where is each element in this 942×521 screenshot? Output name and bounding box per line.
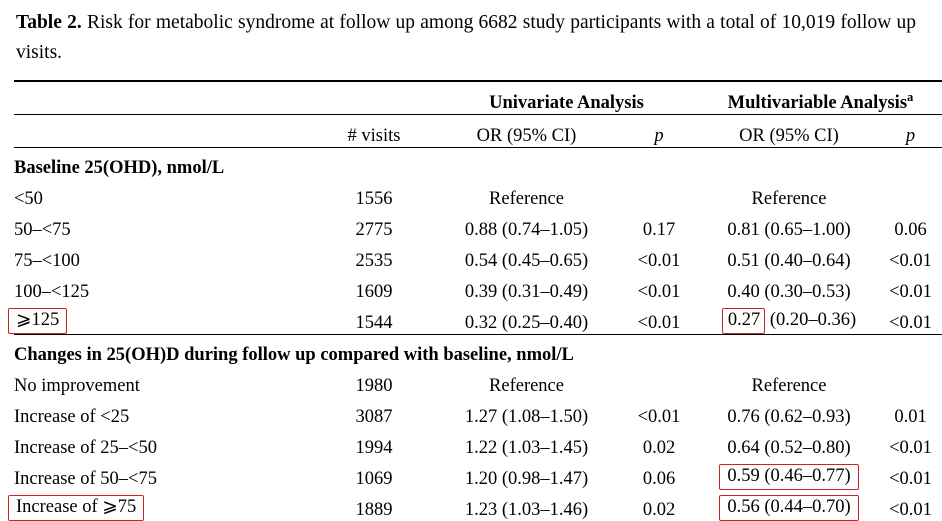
row-uni-or: Reference: [489, 189, 564, 210]
table-row: [14, 397, 942, 428]
row-multi-or: 0.40 (0.30–0.53): [727, 282, 851, 303]
column-header-uni-or: OR (95% CI): [434, 115, 619, 148]
group-header-spacer-2: [314, 81, 434, 115]
row-visits: 1069: [355, 469, 393, 490]
row-visits: 3087: [355, 407, 393, 428]
highlight-box-label: ⩾125: [8, 308, 67, 334]
row-multi-p: 0.01: [894, 407, 927, 428]
row-uni-or: 0.54 (0.45–0.65): [464, 251, 589, 272]
table-row: [14, 272, 942, 303]
column-header-row-label: [14, 115, 314, 148]
row-uni-p: 0.06: [642, 469, 676, 490]
section-title-changes: Changes in 25(OH)D during follow up compared with baseline, nmol/L: [14, 335, 942, 367]
row-multi-or: 0.64 (0.52–0.80): [727, 438, 851, 459]
row-uni-p: [619, 179, 699, 210]
row-multi-p: <0.01: [889, 282, 932, 303]
column-header-multi-or: OR (95% CI): [699, 115, 879, 148]
row-uni-p: 0.17: [642, 220, 676, 241]
row-label: Increase of 25–<50: [14, 438, 157, 459]
row-label: 75–<100: [14, 251, 80, 272]
row-visits: 1889: [355, 500, 393, 521]
table-row: [14, 428, 942, 459]
row-label-boxed: [14, 490, 314, 521]
row-uni-p: 0.02: [642, 438, 676, 459]
row-multi-p: <0.01: [889, 500, 932, 521]
group-header-multivariable: [699, 81, 942, 115]
row-uni-or: 1.27 (1.08–1.50): [464, 407, 589, 428]
row-multi-or-ci: (0.20–0.36): [765, 310, 857, 331]
row-uni-or: 0.39 (0.31–0.49): [464, 282, 589, 303]
row-visits: 1980: [355, 376, 393, 397]
column-header-visits: # visits: [314, 115, 434, 148]
row-uni-or: 0.32 (0.25–0.40): [464, 313, 589, 334]
row-uni-p: 0.02: [642, 500, 676, 521]
row-multi-or: 0.81 (0.65–1.00): [727, 220, 851, 241]
row-uni-p: <0.01: [637, 313, 681, 334]
row-label: 100–<125: [14, 282, 90, 303]
row-visits: 1556: [355, 189, 393, 210]
row-multi-or: 0.76 (0.62–0.93): [727, 407, 851, 428]
row-multi-or: Reference: [751, 189, 827, 210]
row-label-boxed: [14, 303, 314, 335]
group-header-multivariable-label: Multivariable Analysis: [727, 93, 908, 114]
group-header-spacer: [14, 81, 314, 115]
section-title-baseline: Baseline 25(OHD), nmol/L: [14, 148, 942, 180]
highlight-box-label: Increase of ⩾75: [8, 495, 144, 521]
row-multi-p: [879, 366, 942, 397]
row-uni-or: Reference: [489, 376, 564, 397]
column-header-multi-p: p: [879, 115, 942, 148]
table-caption-text: Risk for metabolic syndrome at follow up among 6682 study participants with a total of 10,019 follow up visits.: [16, 12, 916, 64]
table-row-highlighted: [14, 490, 942, 521]
highlight-box-estimate: 0.56 (0.44–0.70): [719, 495, 858, 521]
table-caption: [16, 8, 916, 68]
footnote-marker-a: a: [907, 90, 914, 105]
group-header-univariate: Univariate Analysis: [434, 81, 699, 115]
row-multi-or-boxed: [699, 490, 879, 521]
results-table: [14, 80, 942, 521]
row-uni-or: 0.88 (0.74–1.05): [464, 220, 589, 241]
table-row: [14, 210, 942, 241]
row-multi-p: <0.01: [889, 313, 932, 334]
row-uni-p: <0.01: [637, 282, 681, 303]
row-multi-or: Reference: [751, 376, 827, 397]
row-label: Increase of <25: [14, 407, 130, 428]
column-header-uni-p: p: [619, 115, 699, 148]
row-multi-or-boxed: [699, 459, 879, 490]
table-row: [14, 459, 942, 490]
row-visits: 2775: [355, 220, 393, 241]
highlight-box-estimate: 0.59 (0.46–0.77): [719, 464, 858, 490]
row-uni-p: <0.01: [637, 251, 681, 272]
row-multi-or: 0.51 (0.40–0.64): [727, 251, 851, 272]
row-label: Increase of 50–<75: [14, 469, 157, 490]
row-multi-p: <0.01: [889, 251, 932, 272]
row-multi-p: <0.01: [889, 438, 932, 459]
column-header-row: [14, 115, 942, 148]
row-uni-p: [619, 366, 699, 397]
row-uni-or: 1.23 (1.03–1.46): [464, 500, 589, 521]
row-multi-or-boxed: [699, 303, 879, 335]
row-uni-or: 1.22 (1.03–1.45): [464, 438, 589, 459]
group-header-row: [14, 81, 942, 115]
row-label: 50–<75: [14, 220, 71, 241]
row-visits: 1994: [355, 438, 393, 459]
highlight-box-estimate: 0.27: [722, 308, 765, 334]
row-visits: 1609: [355, 282, 393, 303]
table-row: [14, 179, 942, 210]
row-visits: 2535: [355, 251, 393, 272]
table-caption-label: Table 2.: [16, 12, 82, 33]
row-label: No improvement: [14, 376, 140, 397]
row-visits: 1544: [355, 313, 393, 334]
section-header-row: [14, 335, 942, 367]
row-label: <50: [14, 189, 43, 210]
table-row: [14, 366, 942, 397]
section-header-row: [14, 148, 942, 180]
row-uni-or: 1.20 (0.98–1.47): [464, 469, 589, 490]
table-row-highlighted: [14, 303, 942, 335]
table-row: [14, 241, 942, 272]
row-multi-p: 0.06: [894, 220, 927, 241]
row-multi-p: [879, 179, 942, 210]
row-multi-p: <0.01: [889, 469, 932, 490]
row-uni-p: <0.01: [637, 407, 681, 428]
